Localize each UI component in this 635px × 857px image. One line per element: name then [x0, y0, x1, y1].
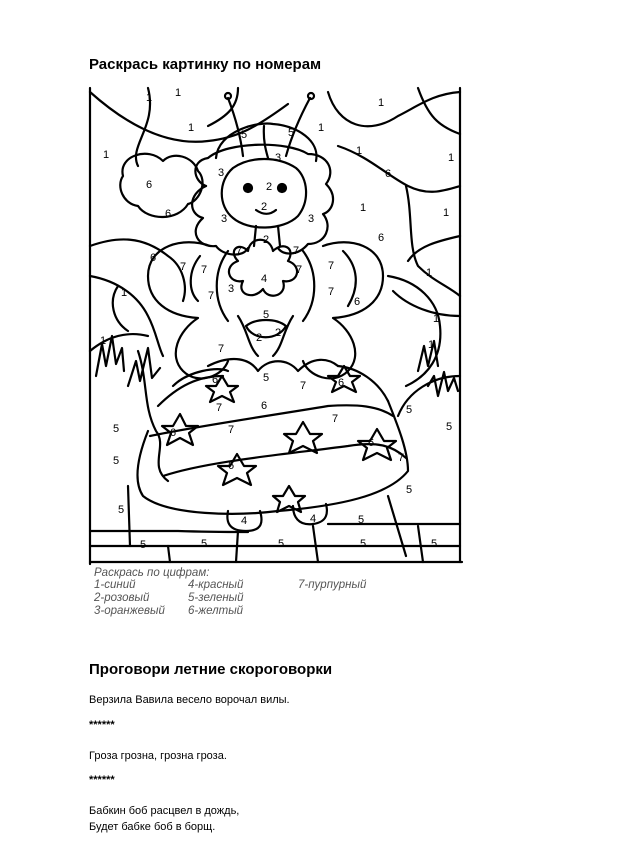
- region-number: 6: [228, 460, 235, 472]
- region-number: 2: [263, 234, 270, 246]
- legend-item: 1-синий: [94, 579, 136, 591]
- region-number: 6: [354, 296, 361, 308]
- region-number: 7: [296, 264, 303, 276]
- legend-item: 5-зеленый: [188, 592, 244, 604]
- region-number: 7: [236, 245, 243, 257]
- region-number: 1: [103, 149, 110, 161]
- region-number: 7: [228, 424, 235, 436]
- region-number: 7: [293, 245, 300, 257]
- legend-item: 3-оранжевый: [94, 605, 165, 617]
- region-number: 1: [378, 97, 385, 109]
- color-by-number-picture: [88, 86, 464, 618]
- region-number: 5: [278, 538, 285, 550]
- legend-item: 4-красный: [188, 579, 244, 591]
- region-number: 5: [113, 455, 120, 467]
- tongue-twister-2: Гроза грозна, грозна гроза.: [89, 750, 227, 762]
- region-number: 3: [228, 283, 235, 295]
- legend-item: 7-пурпурный: [298, 579, 367, 591]
- coloring-section-title: Раскрась картинку по номерам: [89, 56, 322, 73]
- region-number: 5: [241, 129, 248, 141]
- region-number: 3: [275, 152, 282, 164]
- tongue-twister-3-line-1: Бабкин боб расцвел в дождь,: [89, 805, 240, 817]
- region-number: 6: [378, 232, 385, 244]
- region-number: 6: [165, 208, 172, 220]
- region-number: 7: [398, 452, 405, 464]
- separator: ******: [89, 719, 115, 731]
- region-number: 1: [356, 145, 363, 157]
- region-number: 5: [446, 421, 453, 433]
- region-number: 1: [443, 207, 450, 219]
- region-number: 5: [288, 127, 295, 139]
- region-number: 1: [448, 152, 455, 164]
- region-number: 3: [221, 213, 228, 225]
- region-number: 1: [433, 313, 440, 325]
- region-number: 5: [263, 309, 270, 321]
- region-number: 1: [428, 339, 435, 351]
- region-number: 6: [146, 179, 153, 191]
- tongue-twister-3-line-2: Будет бабке боб в борщ.: [89, 821, 216, 833]
- region-number: 6: [261, 400, 268, 412]
- region-number: 6: [212, 374, 219, 386]
- tongue-twisters-title: Проговори летние скороговорки: [89, 661, 333, 678]
- region-number: 6: [170, 427, 177, 439]
- region-number: 2: [266, 181, 273, 193]
- region-number: 7: [218, 343, 225, 355]
- region-number: 7: [332, 413, 339, 425]
- region-number: 7: [201, 264, 208, 276]
- region-number: 6: [150, 252, 157, 264]
- region-number: 7: [216, 402, 223, 414]
- region-number: 6: [338, 377, 345, 389]
- region-number: 5: [263, 372, 270, 384]
- separator: ******: [89, 774, 115, 786]
- region-number: 5: [406, 404, 413, 416]
- region-number: 5: [406, 484, 413, 496]
- legend-item: 6-желтый: [188, 605, 244, 617]
- region-number: 4: [310, 513, 317, 525]
- region-number: 1: [318, 122, 325, 134]
- region-number: 5: [140, 539, 147, 551]
- region-number: 4: [261, 273, 268, 285]
- tongue-twister-1: Верзила Вавила весело ворочал вилы.: [89, 694, 290, 706]
- region-number: 7: [328, 260, 335, 272]
- region-number: 1: [360, 202, 367, 214]
- region-number: 2: [256, 332, 263, 344]
- region-number: 5: [431, 538, 438, 550]
- region-number: 5: [358, 514, 365, 526]
- region-number: 6: [385, 168, 392, 180]
- region-number: 7: [300, 380, 307, 392]
- region-number: 1: [175, 87, 182, 99]
- region-number: 2: [261, 201, 268, 213]
- region-number: 5: [113, 423, 120, 435]
- region-number: 7: [180, 261, 187, 273]
- region-number: 1: [426, 267, 433, 279]
- color-legend: [93, 567, 367, 617]
- legend-heading: Раскрась по цифрам:: [94, 567, 210, 579]
- region-number: 7: [208, 290, 215, 302]
- region-number: 4: [241, 515, 248, 527]
- region-number: 5: [360, 538, 367, 550]
- region-number: 5: [118, 504, 125, 516]
- region-number: 2: [275, 327, 282, 339]
- region-number: 7: [328, 286, 335, 298]
- region-number: 1: [121, 287, 128, 299]
- region-number: 5: [201, 538, 208, 550]
- region-number: 1: [188, 122, 195, 134]
- region-number: 3: [308, 213, 315, 225]
- region-number: 1: [146, 92, 153, 104]
- region-number: 1: [100, 335, 107, 347]
- region-number: 3: [218, 167, 225, 179]
- legend-item: 2-розовый: [94, 592, 150, 604]
- region-number: 6: [368, 437, 375, 449]
